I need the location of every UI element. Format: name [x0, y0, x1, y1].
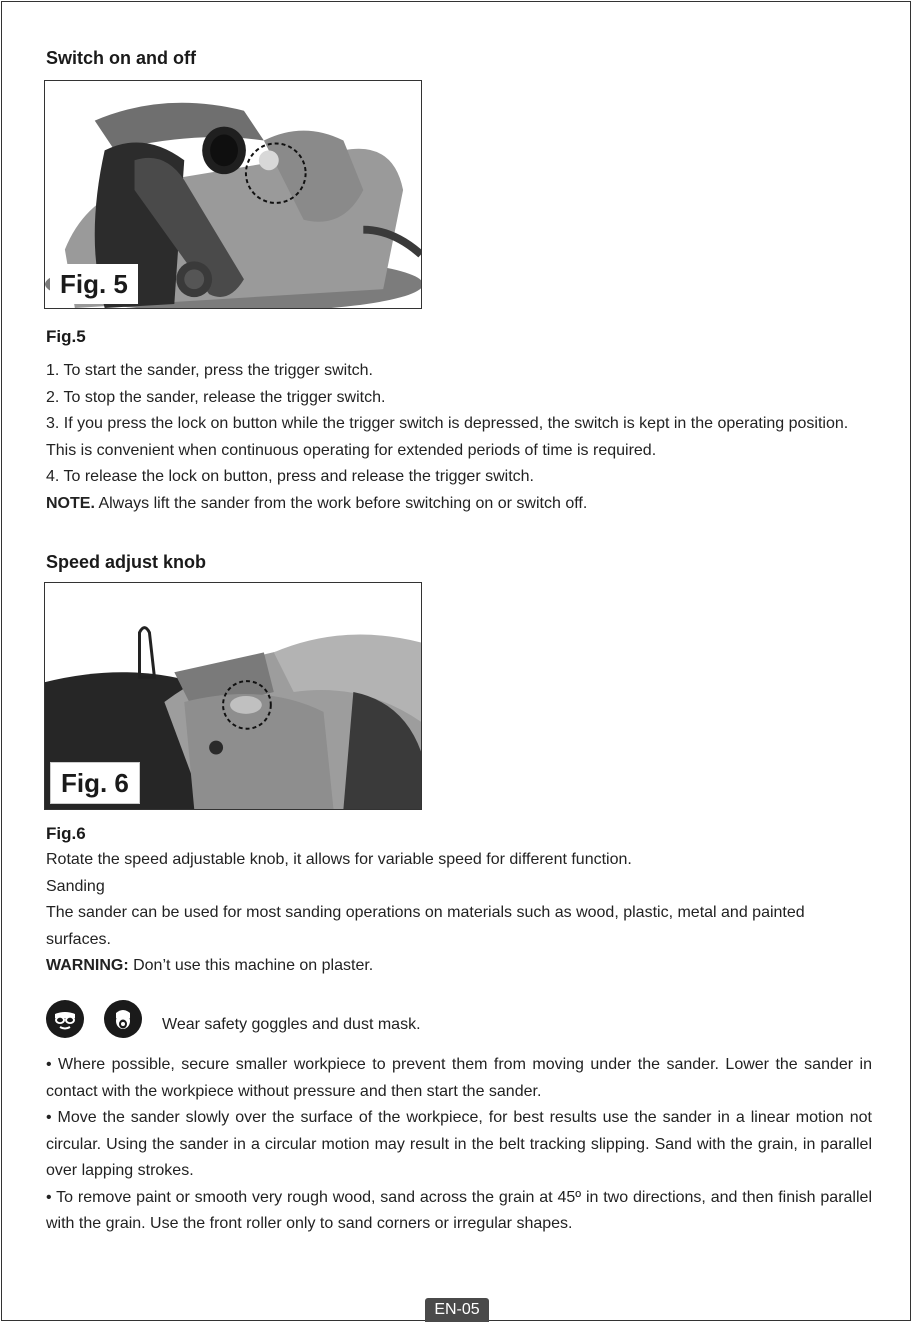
warning-text: Don’t use this machine on plaster.: [128, 957, 374, 974]
sanding-bullets: [46, 1052, 872, 1238]
step-4: 4. To release the lock on button, press and release the trigger switch.: [46, 468, 534, 485]
speed-line-1: Rotate the speed adjustable knob, it allows for variable speed for different function.: [46, 851, 632, 868]
bullet-3: • To remove paint or smooth very rough wood, sand across the grain at 45º in two directions, and then finish parallel with the grain. Use the front roller only to sand corners or irregular shapes.: [46, 1188, 872, 1232]
safety-icons-row: [46, 1000, 872, 1040]
step-3: 3. If you press the lock on button while the trigger switch is depressed, the switch is kept in the operating position. This is convenient when continuous operating for extended periods of time is required.: [46, 415, 849, 459]
note-line: [46, 491, 872, 518]
note-label: NOTE.: [46, 494, 95, 512]
warning-label: WARNING:: [46, 957, 129, 974]
step-2: 2. To stop the sander, release the trigger switch.: [46, 388, 386, 406]
figure-5-caption: Fig.5: [46, 327, 86, 346]
speed-line-3: The sander can be used for most sanding operations on materials such as wood, plastic, metal and painted surfaces.: [46, 904, 805, 948]
section-title-speed: Speed adjust knob: [46, 552, 207, 572]
speed-line-2: Sanding: [46, 877, 105, 895]
dust-mask-icon: [104, 1000, 142, 1038]
figure-6-label: Fig. 6: [50, 762, 140, 804]
switch-instructions: [46, 358, 872, 517]
safety-goggles-icon: [46, 1000, 84, 1038]
note-text: Always lift the sander from the work before switching on or switch off.: [94, 494, 588, 512]
figure-6-caption: Fig.6: [46, 824, 86, 843]
warning-line: [46, 953, 872, 980]
speed-instructions: [46, 847, 872, 980]
figure-5-label: Fig. 5: [50, 264, 138, 304]
bullet-2: • Move the sander slowly over the surface of the workpiece, for best results use the sander in a linear motion not circular. Using the sander in a circular motion may result in the belt tracking slipping. Sand with the grain, in parallel over lapping strokes.: [46, 1109, 872, 1179]
safety-text: Wear safety goggles and dust mask.: [162, 1016, 421, 1033]
step-1: 1. To start the sander, press the trigger switch.: [46, 362, 373, 379]
page-number: EN-05: [425, 1298, 489, 1322]
section-title-switch: Switch on and off: [46, 48, 196, 68]
bullet-1: • Where possible, secure smaller workpiece to prevent them from moving under the sander. Lower the sander in contact with the workpiece without pressure and then start the sander.: [46, 1056, 872, 1100]
